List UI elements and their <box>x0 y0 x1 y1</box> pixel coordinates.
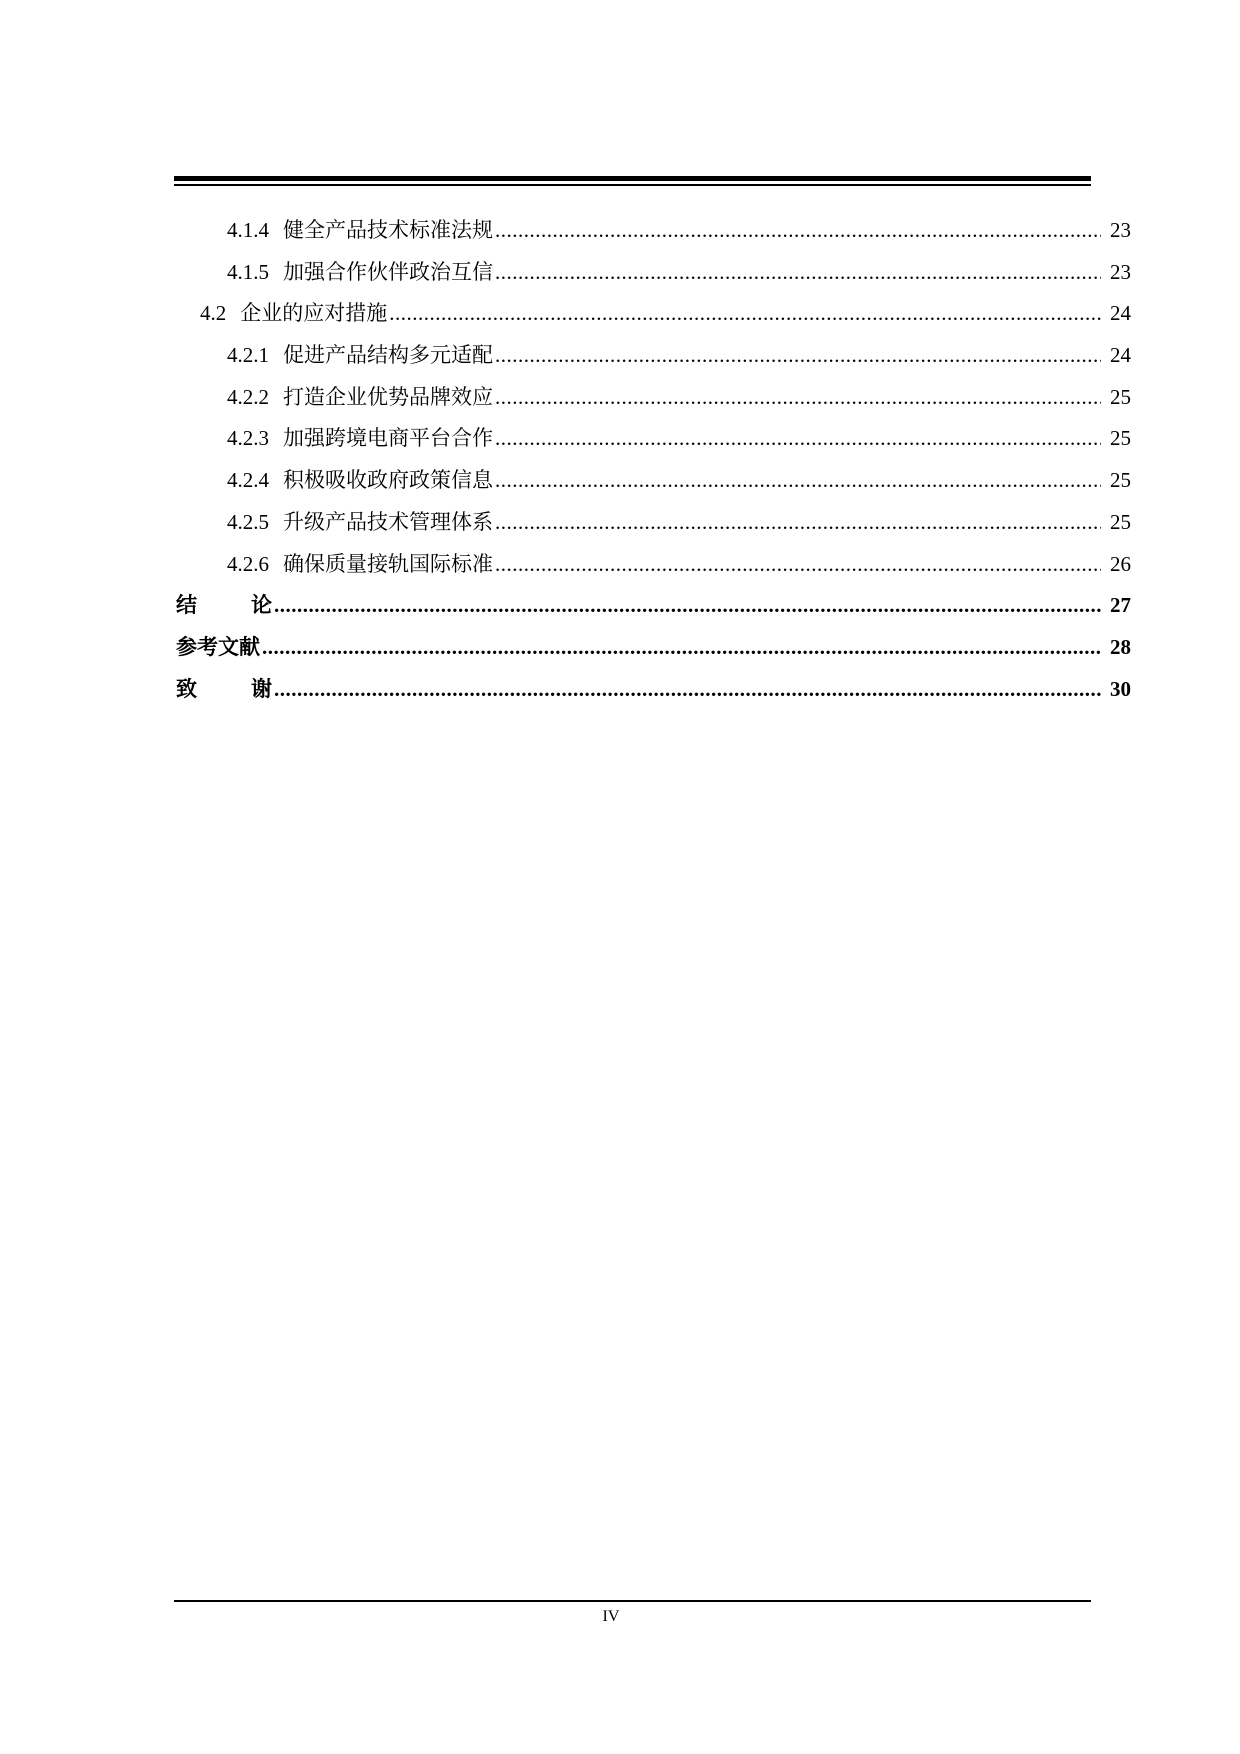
toc-entry-page: 25 <box>1110 509 1131 534</box>
toc-leader-dots <box>495 252 1101 294</box>
toc-leader-dots <box>495 502 1101 544</box>
toc-entry-number: 4.2.4 <box>227 468 269 493</box>
toc-chapter-title-char: 致 <box>176 676 197 701</box>
toc-leader-dots <box>495 210 1101 252</box>
toc-leader-dots <box>389 293 1101 335</box>
toc-entry[interactable] <box>176 544 1131 586</box>
toc-entry-number: 4.2.3 <box>227 426 269 451</box>
toc-entry[interactable] <box>176 210 1131 252</box>
toc-leader-dots <box>495 377 1101 419</box>
toc-chapter-title-char: 论 <box>251 593 272 618</box>
page-number: IV <box>602 1608 620 1625</box>
toc-chapter-title-char: 谢 <box>251 676 272 701</box>
toc-entry[interactable] <box>176 335 1131 377</box>
footer-rule <box>174 1600 1091 1602</box>
toc-chapter-conclusion[interactable] <box>176 585 1131 627</box>
header-rule <box>174 176 1091 181</box>
toc-chapter-title <box>176 585 272 627</box>
toc-leader-dots <box>495 335 1101 377</box>
toc-leader-dots <box>262 627 1101 669</box>
toc-entry-title: 健全产品技术标准法规 <box>283 218 493 242</box>
toc-entry-number: 4.2.1 <box>227 343 269 368</box>
toc-leader-dots <box>495 460 1101 502</box>
toc-entry[interactable] <box>176 460 1131 502</box>
toc-leader-dots <box>274 585 1101 627</box>
toc-entry-number: 4.1.4 <box>227 218 269 242</box>
toc-chapter-page: 27 <box>1110 593 1131 618</box>
toc-leader-dots <box>274 669 1101 711</box>
toc-entry-page: 25 <box>1110 384 1131 409</box>
toc-entry-title: 升级产品技术管理体系 <box>283 509 493 534</box>
toc-chapter-title-char: 结 <box>176 593 197 618</box>
toc-entry-title: 积极吸收政府政策信息 <box>283 468 493 493</box>
toc-entry[interactable] <box>176 377 1131 419</box>
toc-entry-title: 确保质量接轨国际标准 <box>283 551 493 576</box>
toc-entry-title: 促进产品结构多元适配 <box>283 343 493 368</box>
toc-entry[interactable] <box>176 502 1131 544</box>
toc-entry-page: 26 <box>1110 551 1131 576</box>
toc-chapter-references[interactable] <box>176 627 1131 669</box>
toc-entry-number: 4.2.5 <box>227 509 269 534</box>
toc-entry-page: 23 <box>1110 218 1131 242</box>
toc-entry-page: 24 <box>1110 343 1131 368</box>
toc-entry[interactable] <box>176 252 1131 294</box>
toc-entry-number: 4.1.5 <box>227 259 269 284</box>
toc-entry-number: 4.2.6 <box>227 551 269 576</box>
toc-chapter-title <box>176 669 272 711</box>
toc-leader-dots <box>495 418 1101 460</box>
toc-entry-page: 25 <box>1110 468 1131 493</box>
toc-entry[interactable] <box>176 293 1131 335</box>
toc-entry-number: 4.2.2 <box>227 384 269 409</box>
header-rule-thin <box>174 184 1091 186</box>
toc-entry[interactable] <box>176 418 1131 460</box>
table-of-contents <box>176 210 1131 710</box>
toc-entry-title: 加强跨境电商平台合作 <box>283 426 493 451</box>
toc-entry-title: 打造企业优势品牌效应 <box>283 384 493 409</box>
toc-chapter-acknowledgements[interactable] <box>176 669 1131 711</box>
toc-entry-page: 25 <box>1110 426 1131 451</box>
toc-entry-number: 4.2 <box>200 301 227 326</box>
toc-entry-page: 24 <box>1110 301 1131 326</box>
toc-entry-title: 企业的应对措施 <box>240 301 388 326</box>
toc-entry-title: 加强合作伙伴政治互信 <box>283 259 493 284</box>
toc-leader-dots <box>495 544 1101 586</box>
toc-chapter-page: 28 <box>1110 634 1131 659</box>
toc-chapter-page: 30 <box>1110 676 1131 701</box>
toc-chapter-title: 参考文献 <box>176 634 260 659</box>
toc-entry-page: 23 <box>1110 259 1131 284</box>
